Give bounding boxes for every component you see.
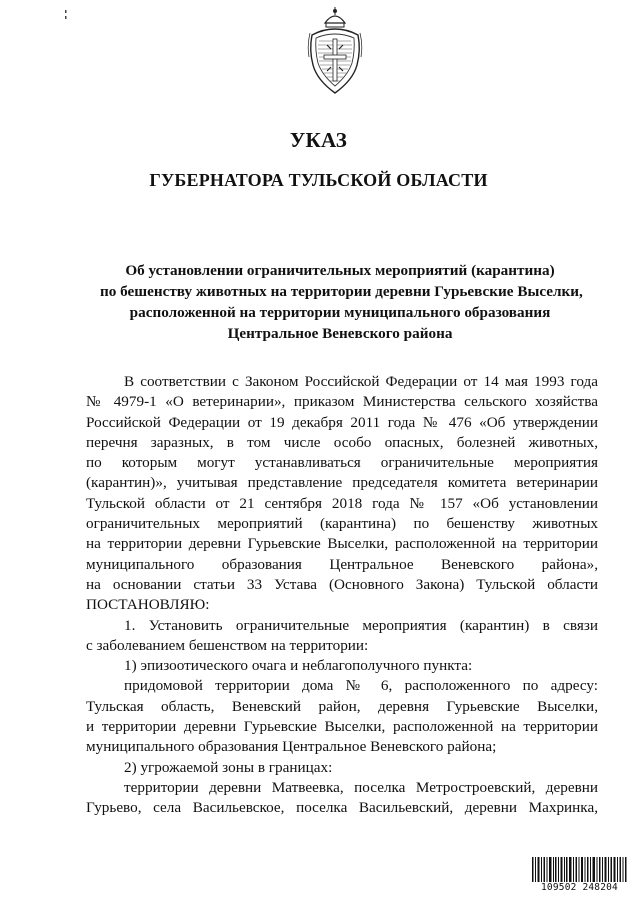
subject-line: Центральное Веневского района xyxy=(227,325,453,342)
body-line: территории деревни Матвеевка, поселка Метростроевский, деревни xyxy=(124,778,598,796)
body-line: Тульской области от 21 сентября 2018 года № 157 «Об установлении xyxy=(86,494,598,512)
body-line: ограничительных мероприятий (карантина) по бешенству животных xyxy=(86,515,598,533)
body-line: Российской Федерации от 19 декабря 2011 года № 476 «Об утверждении xyxy=(86,413,598,431)
barcode-number: 109502 248204 xyxy=(532,882,627,893)
body-line: Тульская область, Веневский район, деревня Гурьевские Выселки, xyxy=(86,697,598,715)
body-line: на основании статьи 33 Устава (Основного Закона) Тульской области xyxy=(86,575,598,593)
decree-title: УКАЗ xyxy=(289,128,348,152)
subject-heading xyxy=(100,260,583,344)
body-line: № 4979-1 «О ветеринарии», приказом Министерства сельского хозяйства xyxy=(86,393,598,411)
subject-line: Об установлении ограничительных мероприятий (карантина) xyxy=(125,262,555,279)
body-line: ПОСТАНОВЛЯЮ: xyxy=(86,596,210,614)
subject-line: по бешенству животных на территории деревни Гурьевские Выселки, xyxy=(100,283,583,300)
body-line: (карантин)», учитывая представление председателя комитета ветеринарии xyxy=(86,474,598,492)
issuer-title: ГУБЕРНАТОРА ТУЛЬСКОЙ ОБЛАСТИ xyxy=(149,170,488,190)
body-line: 2) угрожаемой зоны в границах: xyxy=(124,758,333,776)
body-line: перечня заразных, в том числе особо опасных, болезней животных, xyxy=(86,433,598,451)
coat-of-arms-icon xyxy=(307,5,363,100)
scan-mark xyxy=(63,10,69,20)
body-line: муниципального образования Центральное Веневского района», xyxy=(86,555,598,573)
body-line: 1) эпизоотического очага и неблагополучного пункта: xyxy=(124,657,473,675)
decree-body xyxy=(86,372,598,819)
body-line: придомовой территории дома № 6, расположенного по адресу: xyxy=(124,677,598,695)
subject-line: расположенной на территории муниципального образования xyxy=(129,304,551,321)
body-line: Гурьево, села Васильевское, поселка Васильевский, деревни Махринка, xyxy=(86,799,598,817)
body-line: на территории деревни Гурьевские Выселки, расположенной на территории xyxy=(86,535,598,553)
body-line: муниципального образования Центральное Веневского района; xyxy=(86,738,497,756)
body-line: 1. Установить ограничительные мероприятия (карантин) в связи xyxy=(124,616,598,634)
body-line: с заболеванием бешенством на территории: xyxy=(86,636,369,654)
body-line: В соответствии с Законом Российской Федерации от 14 мая 1993 года xyxy=(124,373,598,390)
body-line: по которым могут устанавливаться ограничительные мероприятия xyxy=(86,454,598,472)
body-line: и территории деревни Гурьевские Выселки, расположенной на территории xyxy=(86,718,598,736)
